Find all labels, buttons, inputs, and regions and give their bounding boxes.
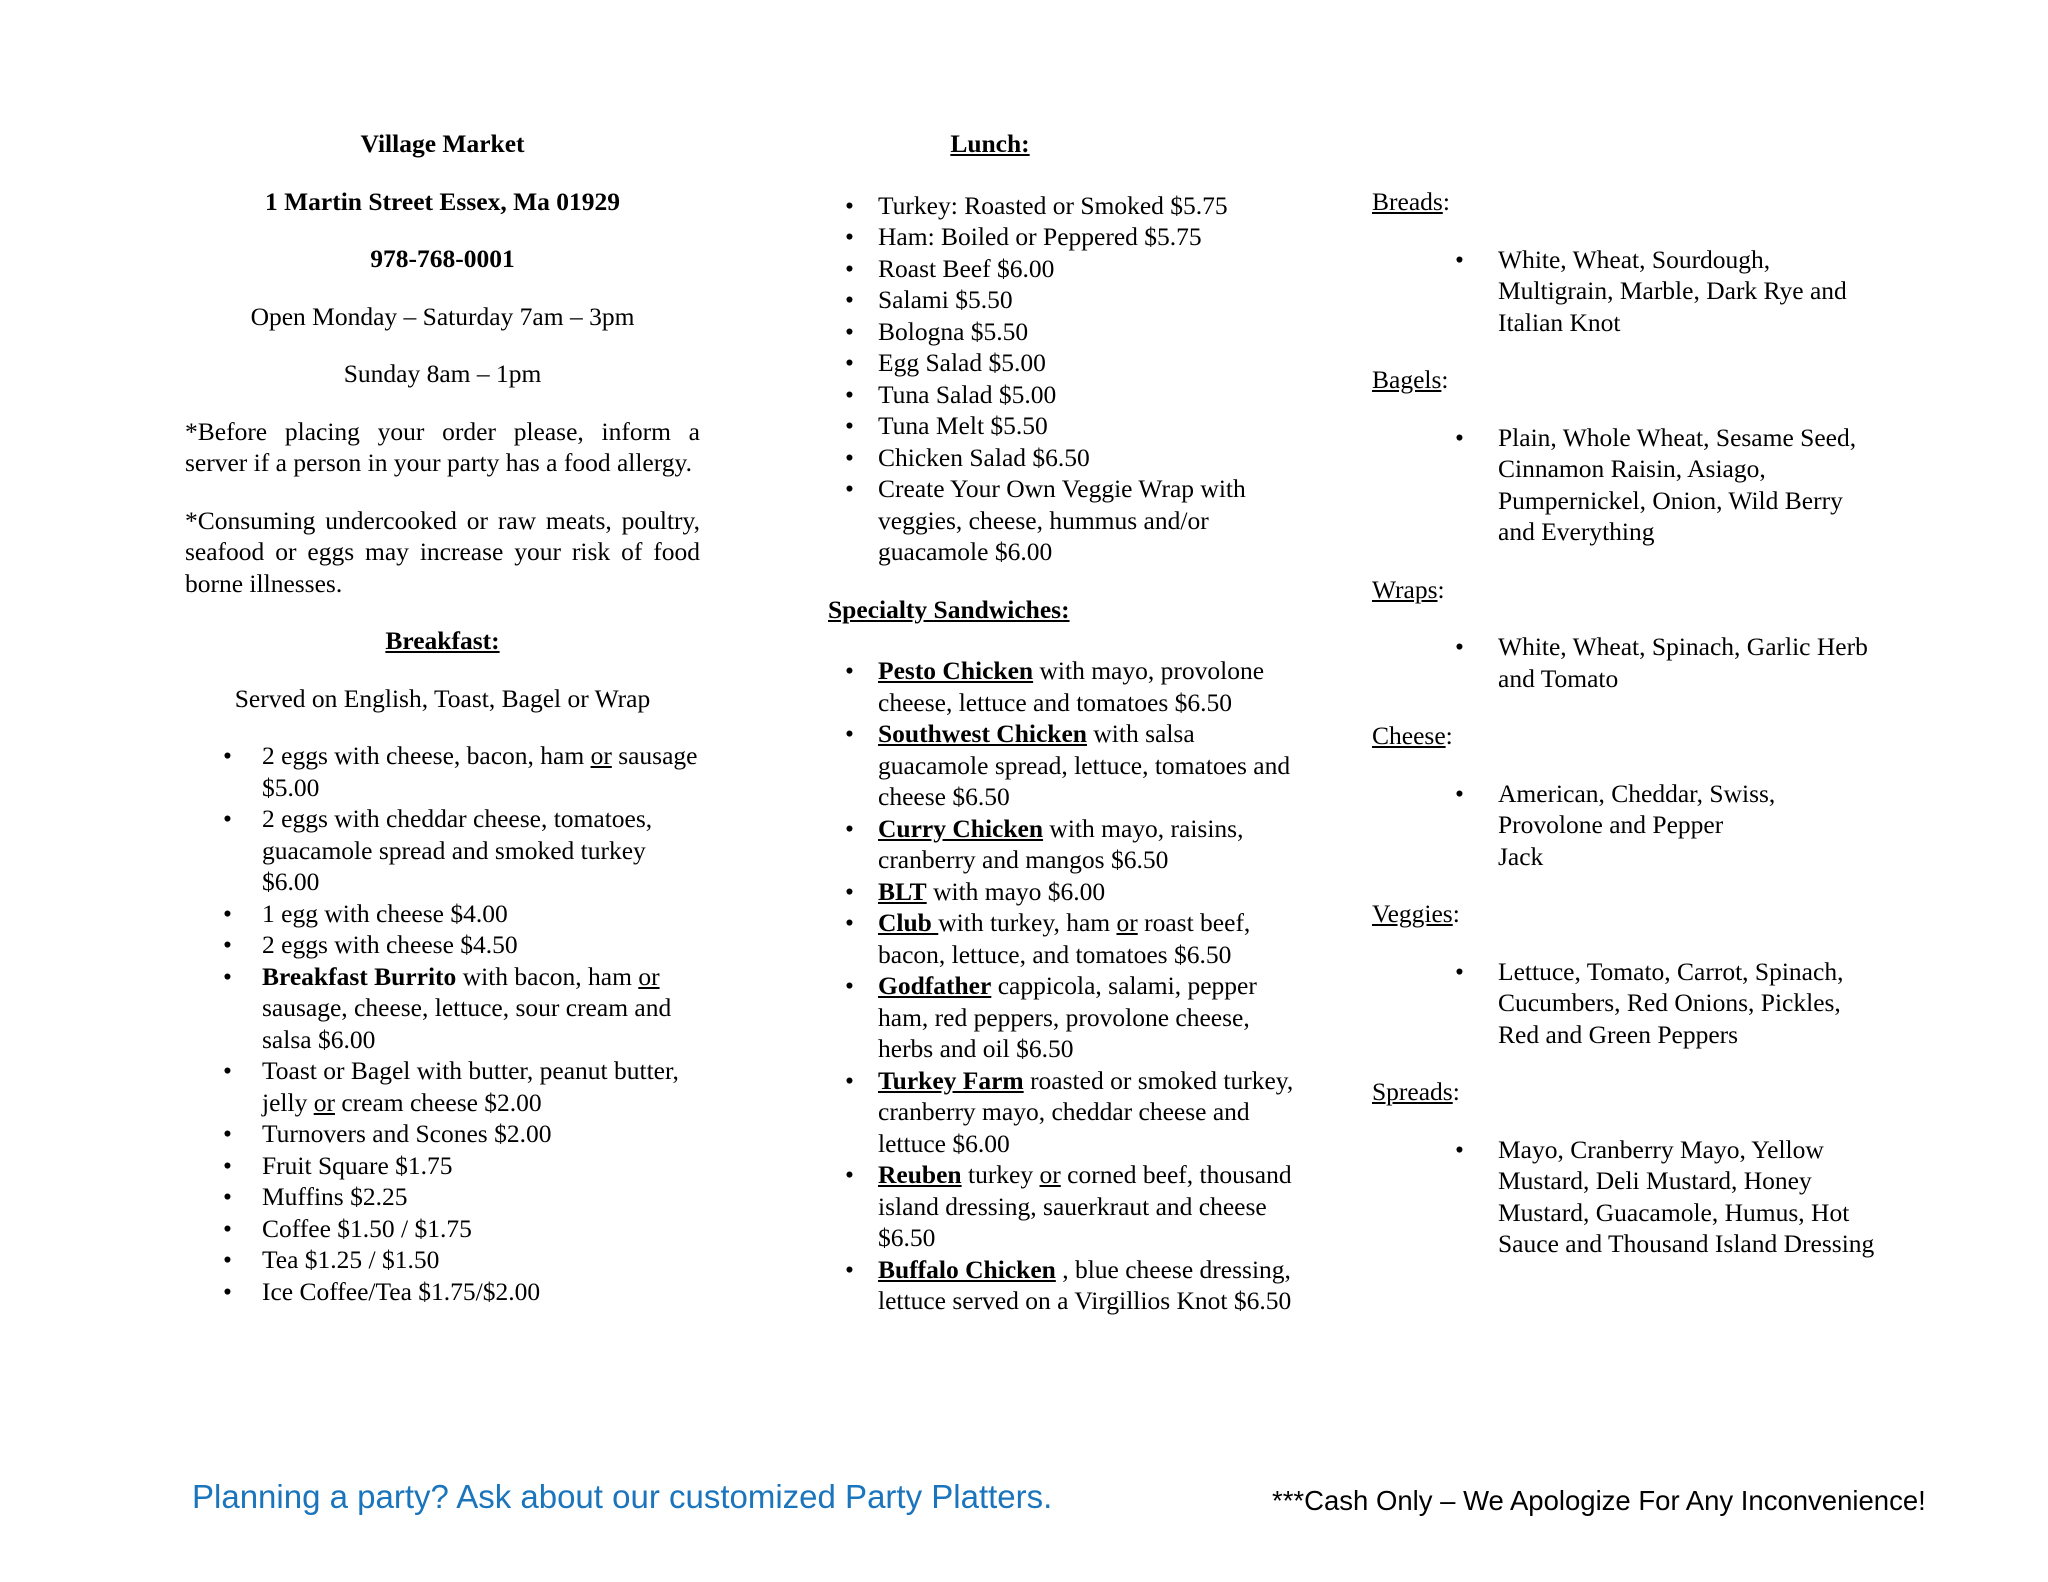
store-address: 1 Martin Street Essex, Ma 01929 xyxy=(264,186,621,216)
breads-heading-text: Breads xyxy=(1372,187,1443,216)
bagels-list xyxy=(1372,422,1885,548)
breakfast-heading xyxy=(185,625,700,657)
lunch-item: • Egg Salad $5.00 xyxy=(878,347,1298,379)
veggies-item: • Lettuce, Tomato, Carrot, Spinach, Cucumbers, Red Onions, Pickles, Red and Green Peppers xyxy=(1498,956,1885,1051)
breakfast-item: • Turnovers and Scones $2.00 xyxy=(262,1118,700,1150)
cheese-heading xyxy=(1372,720,1885,752)
breakfast-item: • Fruit Square $1.75 xyxy=(262,1150,700,1182)
breakfast-item: • Ice Coffee/Tea $1.75/$2.00 xyxy=(262,1276,700,1308)
breakfast-item: • 2 eggs with cheese $4.50 xyxy=(262,929,700,961)
party-platters-note: Planning a party? Ask about our customized Party Platters. xyxy=(192,1478,1053,1515)
specialty-item: • Buffalo Chicken , blue cheese dressing, lettuce served on a Virgillios Knot $6.50 xyxy=(878,1254,1298,1317)
lunch-item: • Create Your Own Veggie Wrap with veggies, cheese, hummus and/or guacamole $6.00 xyxy=(878,473,1298,568)
breakfast-heading-text: Breakfast: xyxy=(385,626,500,655)
allergy-note: *Before placing your order please, inform a server if a person in your party has a food allergy. xyxy=(185,416,700,477)
lunch-item: • Turkey: Roasted or Smoked $5.75 xyxy=(878,190,1298,222)
breakfast-item: • Muffins $2.25 xyxy=(262,1181,700,1213)
lunch-item: • Salami $5.50 xyxy=(878,284,1298,316)
breakfast-item: • 2 eggs with cheddar cheese, tomatoes, guacamole spread and smoked turkey $6.00 xyxy=(262,803,700,898)
lunch-item: • Bologna $5.50 xyxy=(878,316,1298,348)
specialty-item: • Southwest Chicken with salsa guacamole spread, lettuce, tomatoes and cheese $6.50 xyxy=(878,718,1298,813)
lunch-item: • Ham: Boiled or Peppered $5.75 xyxy=(878,221,1298,253)
breads-item: • White, Wheat, Sourdough, Multigrain, Marble, Dark Rye and Italian Knot xyxy=(1498,244,1885,339)
lunch-item: • Chicken Salad $6.50 xyxy=(878,442,1298,474)
specialty-item: • Club with turkey, ham or roast beef, bacon, lettuce, and tomatoes $6.50 xyxy=(878,907,1298,970)
heading-colon: : xyxy=(1442,187,1450,216)
cheese-heading-text: Cheese xyxy=(1372,721,1446,750)
breakfast-item: • Toast or Bagel with butter, peanut butter, jelly or cream cheese $2.00 xyxy=(262,1055,700,1118)
lunch-item: • Roast Beef $6.00 xyxy=(878,253,1298,285)
heading-colon: : xyxy=(1452,1077,1460,1106)
lunch-heading xyxy=(828,128,1298,160)
hours-sunday: Sunday 8am – 1pm xyxy=(343,359,542,388)
breakfast-item: • 1 egg with cheese $4.00 xyxy=(262,898,700,930)
veggies-heading-text: Veggies xyxy=(1372,899,1453,928)
spreads-heading xyxy=(1372,1076,1885,1108)
hours-weekday: Open Monday – Saturday 7am – 3pm xyxy=(250,301,635,331)
bagels-heading xyxy=(1372,364,1885,396)
heading-colon: : xyxy=(1452,899,1460,928)
breakfast-item: • Breakfast Burrito with bacon, ham or sausage, cheese, lettuce, sour cream and salsa $6.00 xyxy=(262,961,700,1056)
specialty-item: • Pesto Chicken with mayo, provolone cheese, lettuce and tomatoes $6.50 xyxy=(878,655,1298,718)
heading-colon: : xyxy=(1437,574,1445,604)
right-column xyxy=(1372,186,1885,1286)
lunch-heading-text: Lunch: xyxy=(950,129,1030,158)
cash-only-note: ***Cash Only – We Apologize For Any Inconvenience! xyxy=(1272,1485,1926,1516)
wraps-list xyxy=(1372,631,1885,694)
breakfast-item: • 2 eggs with cheese, bacon, ham or sausage $5.00 xyxy=(262,740,700,803)
left-column xyxy=(185,128,700,1333)
veggies-heading xyxy=(1372,898,1885,930)
heading-colon: : xyxy=(1441,365,1449,394)
breakfast-list xyxy=(185,740,700,1307)
lunch-list xyxy=(828,190,1298,568)
specialty-item: • Curry Chicken with mayo, raisins, cranberry and mangos $6.50 xyxy=(878,813,1298,876)
breakfast-item: • Tea $1.25 / $1.50 xyxy=(262,1244,700,1276)
wraps-item: • White, Wheat, Spinach, Garlic Herb and Tomato xyxy=(1498,631,1885,694)
wraps-heading-text: Wraps xyxy=(1372,574,1438,604)
specialty-item: • Godfather cappicola, salami, pepper ham, red peppers, provolone cheese, herbs and oil $6.50 xyxy=(878,970,1298,1065)
heading-colon: : xyxy=(1445,721,1453,750)
breads-list xyxy=(1372,244,1885,339)
specialty-heading xyxy=(828,594,1298,626)
store-phone: 978-768-0001 xyxy=(370,244,515,273)
lunch-item: • Tuna Salad $5.00 xyxy=(878,379,1298,411)
cheese-item: • American, Cheddar, Swiss, Provolone and Pepper Jack xyxy=(1498,778,1885,873)
middle-column xyxy=(828,128,1298,1343)
veggies-list xyxy=(1372,956,1885,1051)
breakfast-subheading: Served on English, Toast, Bagel or Wrap xyxy=(234,683,651,713)
spreads-heading-text: Spreads xyxy=(1372,1077,1453,1106)
bagels-item: • Plain, Whole Wheat, Sesame Seed, Cinnamon Raisin, Asiago, Pumpernickel, Onion, Wild Berry and Everything xyxy=(1498,422,1885,548)
spreads-item: • Mayo, Cranberry Mayo, Yellow Mustard, Deli Mustard, Honey Mustard, Guacamole, Humus, Hot Sauce and Thousand Island Dressing xyxy=(1498,1134,1885,1260)
spreads-list xyxy=(1372,1134,1885,1260)
specialty-list xyxy=(828,655,1298,1317)
specialty-item: • Reuben turkey or corned beef, thousand island dressing, sauerkraut and cheese $6.50 xyxy=(878,1159,1298,1254)
breakfast-item: • Coffee $1.50 / $1.75 xyxy=(262,1213,700,1245)
specialty-item: • BLT with mayo $6.00 xyxy=(878,876,1298,908)
breads-heading xyxy=(1372,186,1885,218)
store-name: Village Market xyxy=(360,129,525,158)
bagels-heading-text: Bagels xyxy=(1372,365,1442,394)
specialty-heading-text: Specialty Sandwiches: xyxy=(828,594,1070,624)
wraps-heading xyxy=(1372,574,1885,606)
specialty-item: • Turkey Farm roasted or smoked turkey, cranberry mayo, cheddar cheese and lettuce $6.00 xyxy=(878,1065,1298,1160)
cheese-list xyxy=(1372,778,1885,873)
lunch-item: • Tuna Melt $5.50 xyxy=(878,410,1298,442)
consumption-note: *Consuming undercooked or raw meats, poultry, seafood or eggs may increase your risk of food borne illnesses. xyxy=(185,505,700,598)
